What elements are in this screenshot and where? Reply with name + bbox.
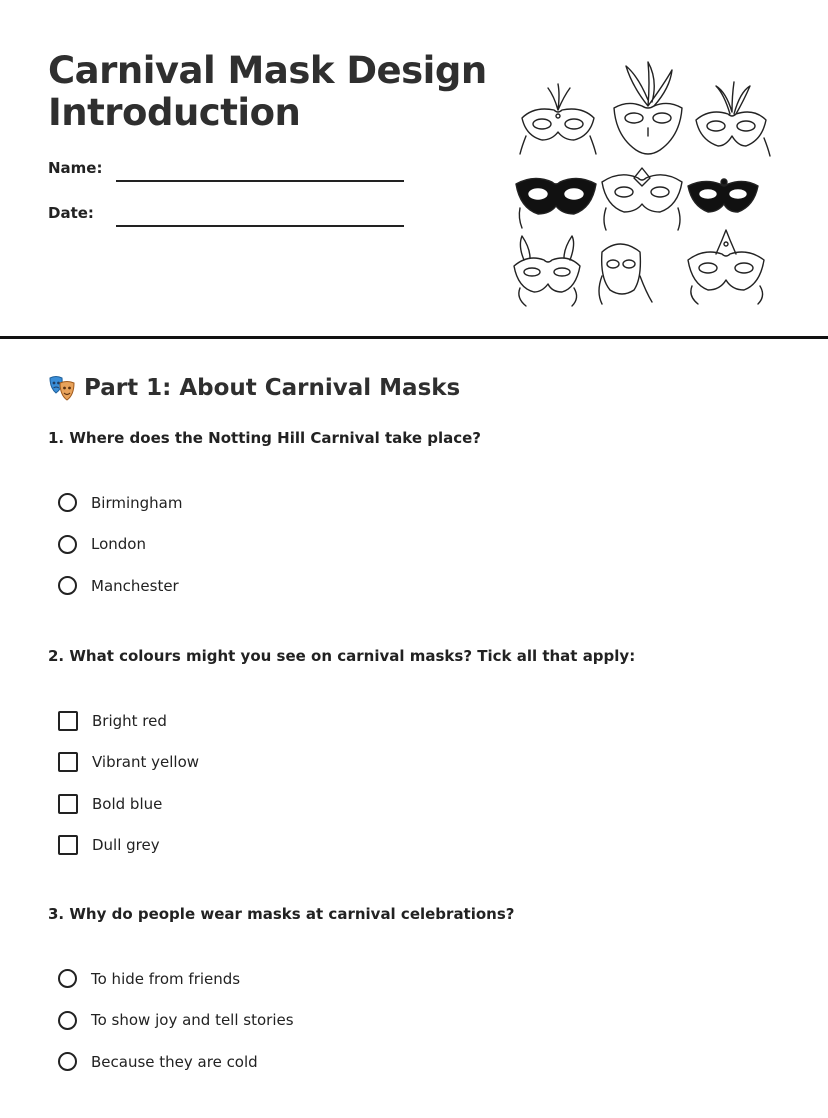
question-1-options bbox=[58, 482, 182, 607]
option-dull-grey[interactable] bbox=[58, 825, 199, 867]
date-label: Date: bbox=[48, 204, 94, 222]
option-label: London bbox=[91, 535, 146, 554]
mask-icon bbox=[520, 84, 596, 154]
radio-button[interactable] bbox=[58, 969, 77, 988]
date-field-row bbox=[48, 203, 404, 223]
mask-icon bbox=[516, 178, 596, 228]
option-bold-blue[interactable] bbox=[58, 783, 199, 825]
option-because-cold[interactable] bbox=[58, 1041, 294, 1083]
option-label: To show joy and tell stories bbox=[91, 1011, 294, 1030]
name-field-row bbox=[48, 158, 404, 178]
mask-icon bbox=[696, 82, 770, 156]
option-label: To hide from friends bbox=[91, 969, 241, 988]
question-3-text: 3. Why do people wear masks at carnival celebrations? bbox=[48, 905, 515, 923]
name-field[interactable] bbox=[116, 180, 404, 182]
option-london[interactable] bbox=[58, 524, 182, 566]
section-title-text: Part 1: About Carnival Masks bbox=[84, 375, 461, 401]
radio-button[interactable] bbox=[58, 576, 77, 595]
option-hide-from-friends[interactable] bbox=[58, 958, 294, 1000]
date-field[interactable] bbox=[116, 225, 404, 227]
option-vibrant-yellow[interactable] bbox=[58, 742, 199, 784]
page-title bbox=[48, 50, 488, 134]
radio-button[interactable] bbox=[58, 1011, 77, 1030]
title-line-2: Introduction bbox=[48, 91, 301, 134]
mask-icon bbox=[514, 236, 580, 306]
title-line-1: Carnival Mask Design bbox=[48, 49, 487, 92]
checkbox[interactable] bbox=[58, 835, 78, 855]
carnival-masks-illustration bbox=[512, 58, 776, 310]
question-2-options bbox=[58, 700, 199, 866]
radio-button[interactable] bbox=[58, 493, 77, 512]
radio-button[interactable] bbox=[58, 1052, 77, 1071]
mask-icon bbox=[599, 244, 652, 304]
option-show-joy[interactable] bbox=[58, 1000, 294, 1042]
option-label: Because they are cold bbox=[91, 1052, 258, 1071]
option-label: Manchester bbox=[91, 576, 179, 595]
option-label: Bold blue bbox=[92, 794, 163, 813]
mask-icon bbox=[614, 62, 682, 154]
mask-icon bbox=[602, 168, 682, 230]
name-label: Name: bbox=[48, 159, 103, 177]
section-divider bbox=[0, 336, 828, 339]
checkbox[interactable] bbox=[58, 711, 78, 731]
mask-icon bbox=[688, 230, 764, 304]
checkbox[interactable] bbox=[58, 752, 78, 772]
section-title-part-1 bbox=[48, 372, 460, 404]
radio-button[interactable] bbox=[58, 535, 77, 554]
worksheet-header bbox=[48, 0, 780, 340]
question-3-options bbox=[58, 958, 294, 1083]
option-bright-red[interactable] bbox=[58, 700, 199, 742]
option-birmingham[interactable] bbox=[58, 482, 182, 524]
option-label: Bright red bbox=[92, 711, 167, 730]
question-2-text: 2. What colours might you see on carnival masks? Tick all that apply: bbox=[48, 647, 636, 665]
option-label: Vibrant yellow bbox=[92, 753, 200, 772]
mask-icon bbox=[688, 179, 758, 212]
question-1-text: 1. Where does the Notting Hill Carnival take place? bbox=[48, 429, 481, 447]
option-label: Birmingham bbox=[91, 493, 183, 512]
option-label: Dull grey bbox=[92, 836, 160, 855]
theatre-masks-icon bbox=[48, 374, 76, 402]
option-manchester[interactable] bbox=[58, 565, 182, 607]
checkbox[interactable] bbox=[58, 794, 78, 814]
